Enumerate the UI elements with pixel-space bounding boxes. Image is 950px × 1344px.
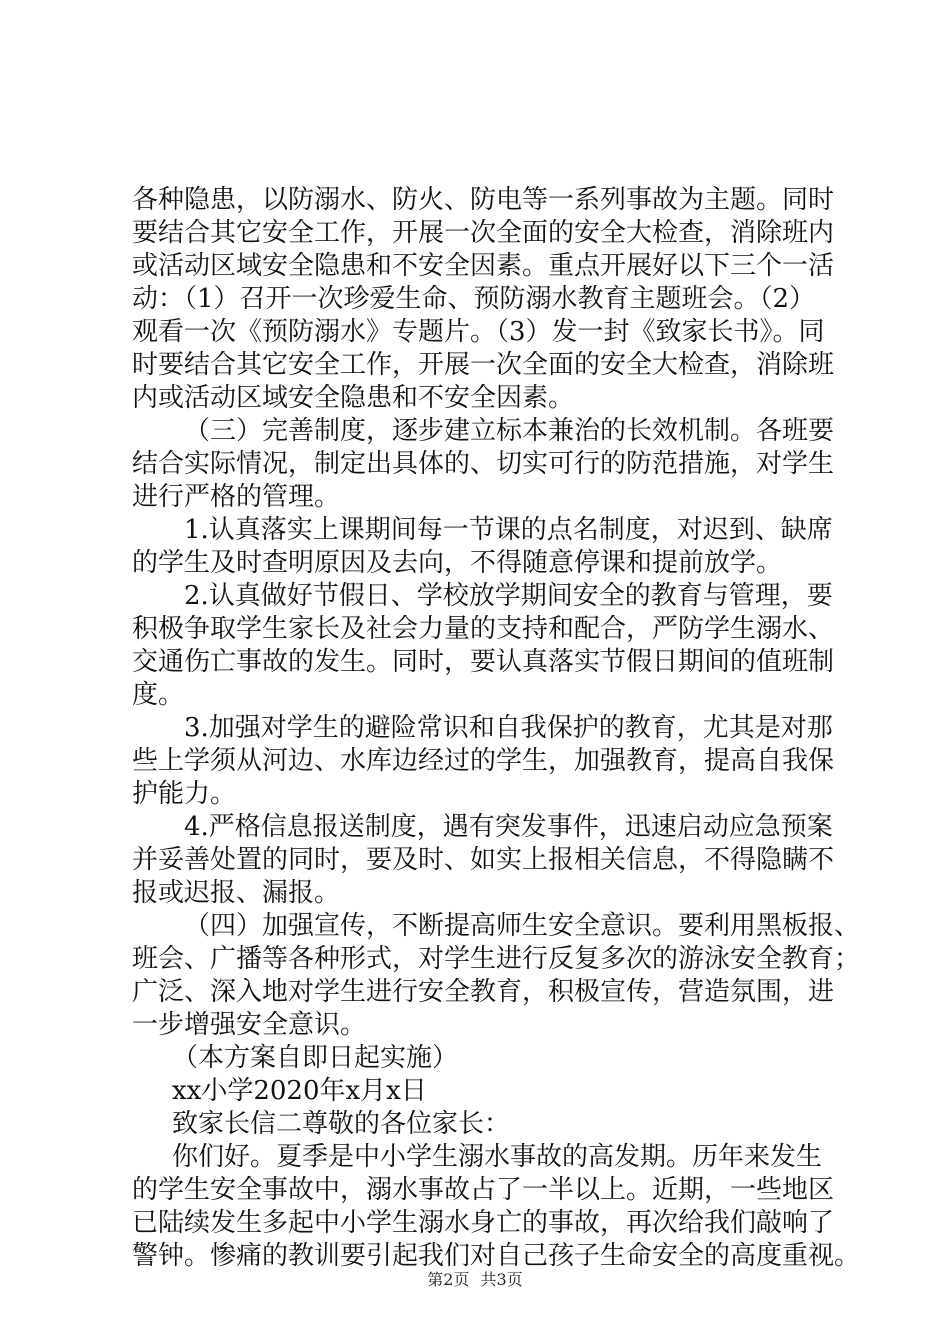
paragraph-line: 报或迟报、漏报。 xyxy=(132,878,341,908)
paragraph-line: 的学生及时查明原因及去向，不得随意停课和提前放学。 xyxy=(132,548,783,578)
paragraph-line: 交通伤亡事故的发生。同时，要认真落实节假日期间的值班制 xyxy=(132,647,835,677)
page-total: 共3页 xyxy=(480,1270,523,1289)
paragraph-line: 观看一次《预防溺水》专题片。（3）发一封《致家长书》。同 xyxy=(132,317,825,347)
paragraph-line: 内或活动区域安全隐患和不安全因素。 xyxy=(132,383,575,413)
paragraph-line: 一步增强安全意识。 xyxy=(132,1010,367,1040)
paragraph-line: 并妥善处置的同时，要及时、如实上报相关信息，不得隐瞒不 xyxy=(132,845,835,875)
page-footer xyxy=(0,1270,950,1290)
paragraph-line: （三）完善制度，逐步建立标本兼治的长效机制。各班要 xyxy=(184,416,835,446)
paragraph-line: 度。 xyxy=(132,680,185,710)
paragraph-line: 2.认真做好节假日、学校放学期间安全的教育与管理，要 xyxy=(184,581,833,611)
paragraph-line: 各种隐患，以防溺水、防火、防电等一系列事故为主题。同时 xyxy=(132,185,835,215)
paragraph-line: 1.认真落实上课期间每一节课的点名制度，对迟到、缺席 xyxy=(184,515,833,545)
paragraph-line: 护能力。 xyxy=(132,779,237,809)
paragraph-line: 或活动区域安全隐患和不安全因素。重点开展好以下三个一活 xyxy=(132,251,835,281)
page-number: 第2页 xyxy=(427,1270,470,1289)
paragraph-line: 4.严格信息报送制度，遇有突发事件，迅速启动应急预案 xyxy=(184,812,833,842)
date-line: xx小学2020年x月x日 xyxy=(172,1076,427,1106)
paragraph-line: 结合实际情况，制定出具体的、切实可行的防范措施，对学生 xyxy=(132,449,835,479)
paragraph-line: 要结合其它安全工作，开展一次全面的安全大检查，消除班内 xyxy=(132,218,835,248)
paragraph-line: 时要结合其它安全工作，开展一次全面的安全大检查，消除班 xyxy=(132,350,835,380)
paragraph-line: 动：（1）召开一次珍爱生命、预防溺水教育主题班会。（2） xyxy=(132,284,816,314)
paragraph-line: 你们好。夏季是中小学生溺水事故的高发期。历年来发生 xyxy=(172,1142,823,1172)
paragraph-line: 积极争取学生家长及社会力量的支持和配合，严防学生溺水、 xyxy=(132,614,835,644)
paragraph-line: 些上学须从河边、水库边经过的学生，加强教育，提高自我保 xyxy=(132,746,835,776)
paragraph-line: （本方案自即日起实施） xyxy=(172,1043,459,1073)
paragraph-line: 3.加强对学生的避险常识和自我保护的教育，尤其是对那 xyxy=(184,713,833,743)
paragraph-line: 的学生安全事故中，溺水事故占了一半以上。近期，一些地区 xyxy=(132,1175,835,1205)
paragraph-line: （四）加强宣传，不断提高师生安全意识。要利用黑板报、 xyxy=(184,911,861,941)
paragraph-line: 班会、广播等各种形式，对学生进行反复多次的游泳安全教育； xyxy=(132,944,861,974)
paragraph-line: 广泛、深入地对学生进行安全教育，积极宣传，营造氛围，进 xyxy=(132,977,835,1007)
paragraph-line: 警钟。惨痛的教训要引起我们对自己孩子生命安全的高度重视。 xyxy=(132,1241,861,1271)
paragraph-line: 已陆续发生多起中小学生溺水身亡的事故，再次给我们敲响了 xyxy=(132,1208,835,1238)
letter-heading: 致家长信二尊敬的各位家长： xyxy=(172,1109,511,1139)
paragraph-line: 进行严格的管理。 xyxy=(132,482,341,512)
